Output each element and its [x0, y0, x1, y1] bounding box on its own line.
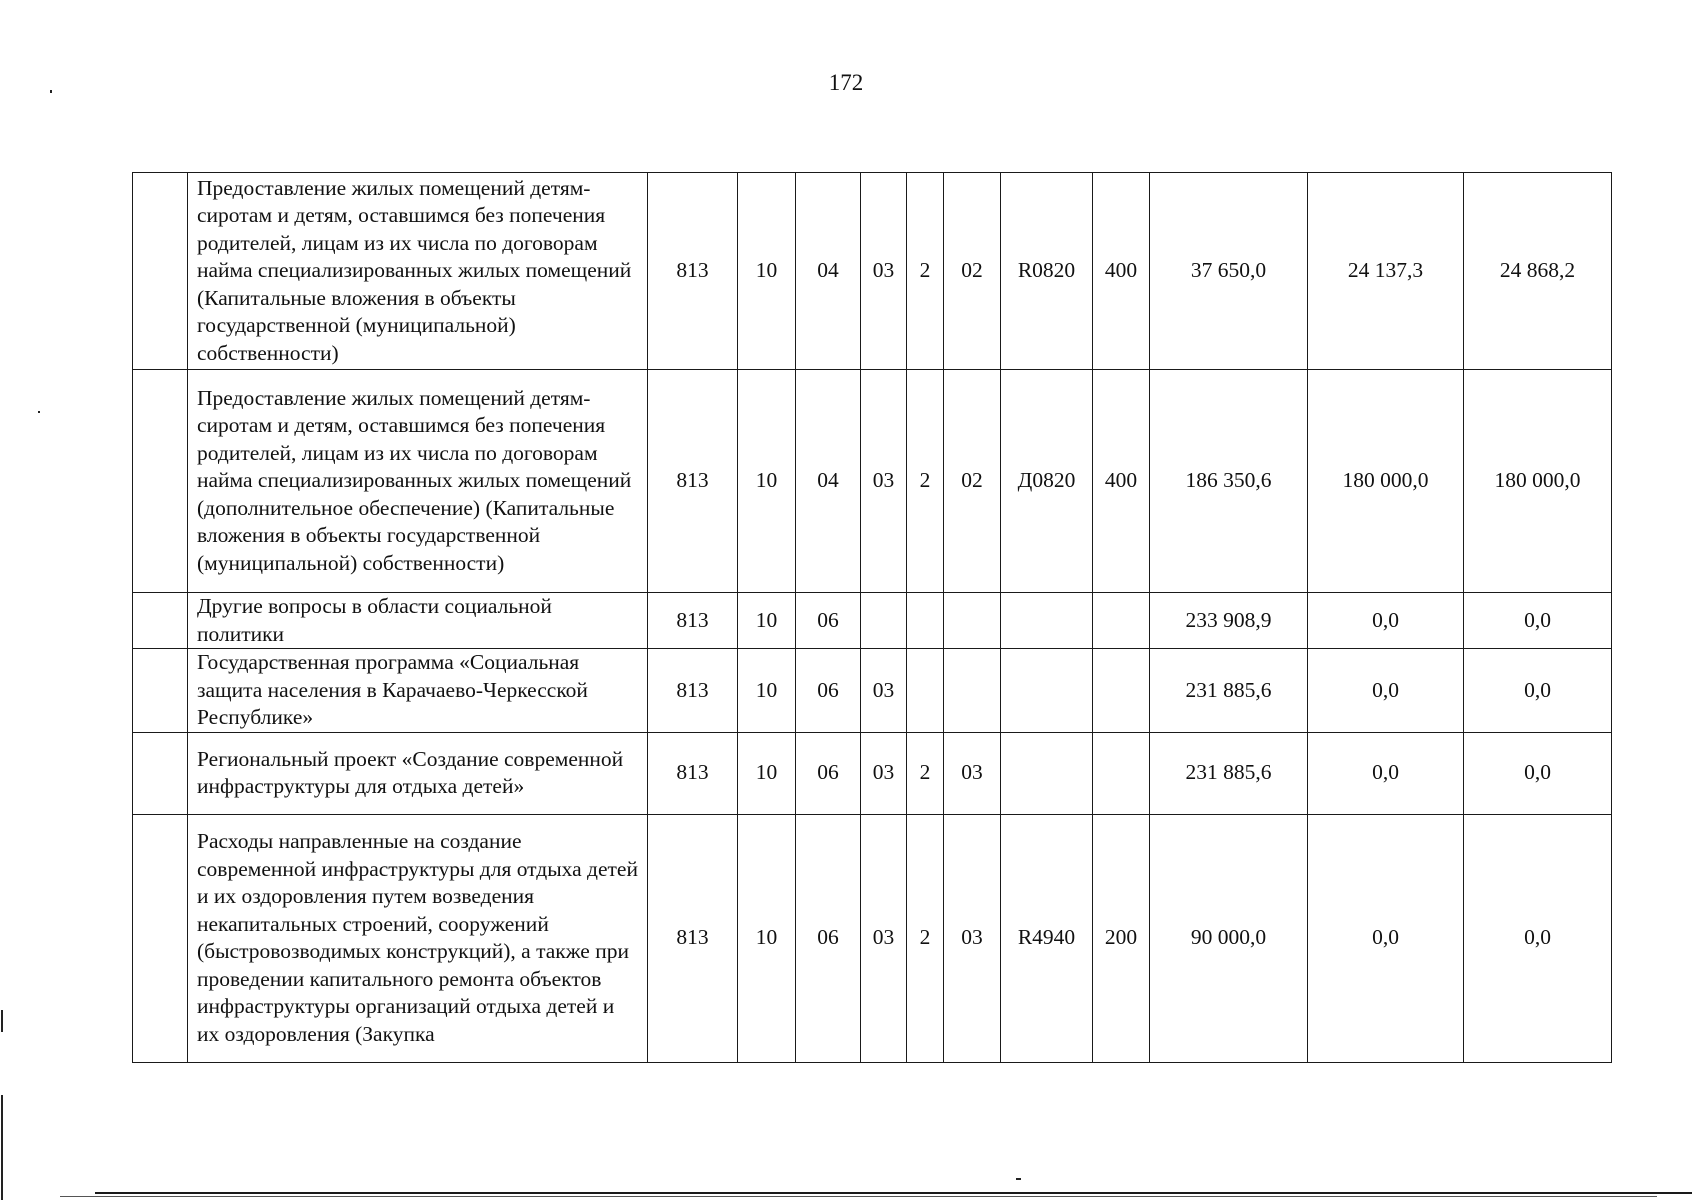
- description-cell: Расходы направленные на создание современной инфраструктуры для отдыха детей и их оздоровления путем возведения некапитальных строений, сооружений (быстровозводимых конструкций), а также при проведении капитального ремонта объектов инфраструктуры организаций отдыха детей и их оздоровления (Закупка: [188, 814, 648, 1062]
- subprogram-cell: 2: [907, 370, 944, 593]
- amount-2-cell: 24 137,3: [1308, 173, 1464, 370]
- ministry-cell: 813: [648, 732, 738, 814]
- amount-2-cell: 0,0: [1308, 732, 1464, 814]
- event-cell: 02: [944, 173, 1001, 370]
- ministry-cell: 813: [648, 814, 738, 1062]
- amount-1-cell: 90 000,0: [1150, 814, 1308, 1062]
- page-number: 172: [828, 70, 864, 95]
- event-cell: 03: [944, 814, 1001, 1062]
- ministry-cell: 813: [648, 649, 738, 733]
- description-cell: Предоставление жилых помещений детям-сиротам и детям, оставшимся без попечения родителей, лицам из их числа по договорам найма специализированных жилых помещений (Капитальные вложения в объекты государственной (муниципальной) собственности): [188, 173, 648, 370]
- direction-cell: [1001, 649, 1093, 733]
- ministry-cell: 813: [648, 593, 738, 649]
- amount-1-cell: 233 908,9: [1150, 593, 1308, 649]
- amount-2-cell: 180 000,0: [1308, 370, 1464, 593]
- subprogram-cell: 2: [907, 814, 944, 1062]
- scan-dot: [38, 411, 40, 413]
- subprogram-cell: 2: [907, 732, 944, 814]
- amount-3-cell: 180 000,0: [1464, 370, 1612, 593]
- expense-type-cell: 400: [1093, 370, 1150, 593]
- description-cell: Государственная программа «Социальная защита населения в Карачаево-Черкесской Республике»: [188, 649, 648, 733]
- description-cell: Другие вопросы в области социальной политики: [188, 593, 648, 649]
- row-number-cell: [133, 649, 188, 733]
- subprogram-cell: 2: [907, 173, 944, 370]
- scan-dot: [50, 90, 52, 93]
- amount-3-cell: 0,0: [1464, 593, 1612, 649]
- table-row: [133, 732, 1612, 814]
- amount-2-cell: 0,0: [1308, 593, 1464, 649]
- description-cell: Региональный проект «Создание современной инфраструктуры для отдыха детей»: [188, 732, 648, 814]
- section-cell: 10: [738, 173, 796, 370]
- subsection-cell: 04: [796, 173, 861, 370]
- expense-type-cell: [1093, 649, 1150, 733]
- table-body: [133, 173, 1612, 1063]
- program-cell: 03: [861, 370, 907, 593]
- ministry-cell: 813: [648, 173, 738, 370]
- subprogram-cell: [907, 593, 944, 649]
- amount-3-cell: 0,0: [1464, 732, 1612, 814]
- section-cell: 10: [738, 814, 796, 1062]
- section-cell: 10: [738, 732, 796, 814]
- row-number-cell: [133, 370, 188, 593]
- subsection-cell: 06: [796, 649, 861, 733]
- amount-1-cell: 186 350,6: [1150, 370, 1308, 593]
- amount-3-cell: 0,0: [1464, 649, 1612, 733]
- expense-type-cell: 200: [1093, 814, 1150, 1062]
- amount-1-cell: 231 885,6: [1150, 649, 1308, 733]
- subprogram-cell: [907, 649, 944, 733]
- table-row: [133, 173, 1612, 370]
- ministry-cell: 813: [648, 370, 738, 593]
- program-cell: 03: [861, 173, 907, 370]
- scan-edge-mark: [1, 1095, 3, 1200]
- page-bottom-rule: [95, 1192, 1692, 1194]
- program-cell: 03: [861, 732, 907, 814]
- subsection-cell: 04: [796, 370, 861, 593]
- budget-table: [132, 172, 1612, 1063]
- description-cell: Предоставление жилых помещений детям-сиротам и детям, оставшимся без попечения родителей, лицам из их числа по договорам найма специализированных жилых помещений (дополнительное обеспечение) (Капитальные вложения в объекты государственной (муниципальной) собственности): [188, 370, 648, 593]
- direction-cell: Д0820: [1001, 370, 1093, 593]
- expense-type-cell: [1093, 732, 1150, 814]
- scan-dot: [1016, 1178, 1021, 1180]
- amount-3-cell: 24 868,2: [1464, 173, 1612, 370]
- program-cell: 03: [861, 814, 907, 1062]
- table-row: [133, 593, 1612, 649]
- event-cell: 03: [944, 732, 1001, 814]
- amount-3-cell: 0,0: [1464, 814, 1612, 1062]
- event-cell: [944, 649, 1001, 733]
- table-row: [133, 370, 1612, 593]
- table-row: [133, 649, 1612, 733]
- page-bottom-rule-shadow: [60, 1196, 1657, 1197]
- subsection-cell: 06: [796, 593, 861, 649]
- expense-type-cell: 400: [1093, 173, 1150, 370]
- section-cell: 10: [738, 593, 796, 649]
- section-cell: 10: [738, 370, 796, 593]
- event-cell: 02: [944, 370, 1001, 593]
- amount-1-cell: 37 650,0: [1150, 173, 1308, 370]
- scan-edge-mark: [1, 1010, 3, 1032]
- direction-cell: [1001, 732, 1093, 814]
- row-number-cell: [133, 732, 188, 814]
- expense-type-cell: [1093, 593, 1150, 649]
- table-row: [133, 814, 1612, 1062]
- row-number-cell: [133, 814, 188, 1062]
- row-number-cell: [133, 593, 188, 649]
- amount-2-cell: 0,0: [1308, 649, 1464, 733]
- amount-2-cell: 0,0: [1308, 814, 1464, 1062]
- subsection-cell: 06: [796, 732, 861, 814]
- program-cell: [861, 593, 907, 649]
- row-number-cell: [133, 173, 188, 370]
- direction-cell: R0820: [1001, 173, 1093, 370]
- event-cell: [944, 593, 1001, 649]
- direction-cell: R4940: [1001, 814, 1093, 1062]
- program-cell: 03: [861, 649, 907, 733]
- subsection-cell: 06: [796, 814, 861, 1062]
- direction-cell: [1001, 593, 1093, 649]
- section-cell: 10: [738, 649, 796, 733]
- amount-1-cell: 231 885,6: [1150, 732, 1308, 814]
